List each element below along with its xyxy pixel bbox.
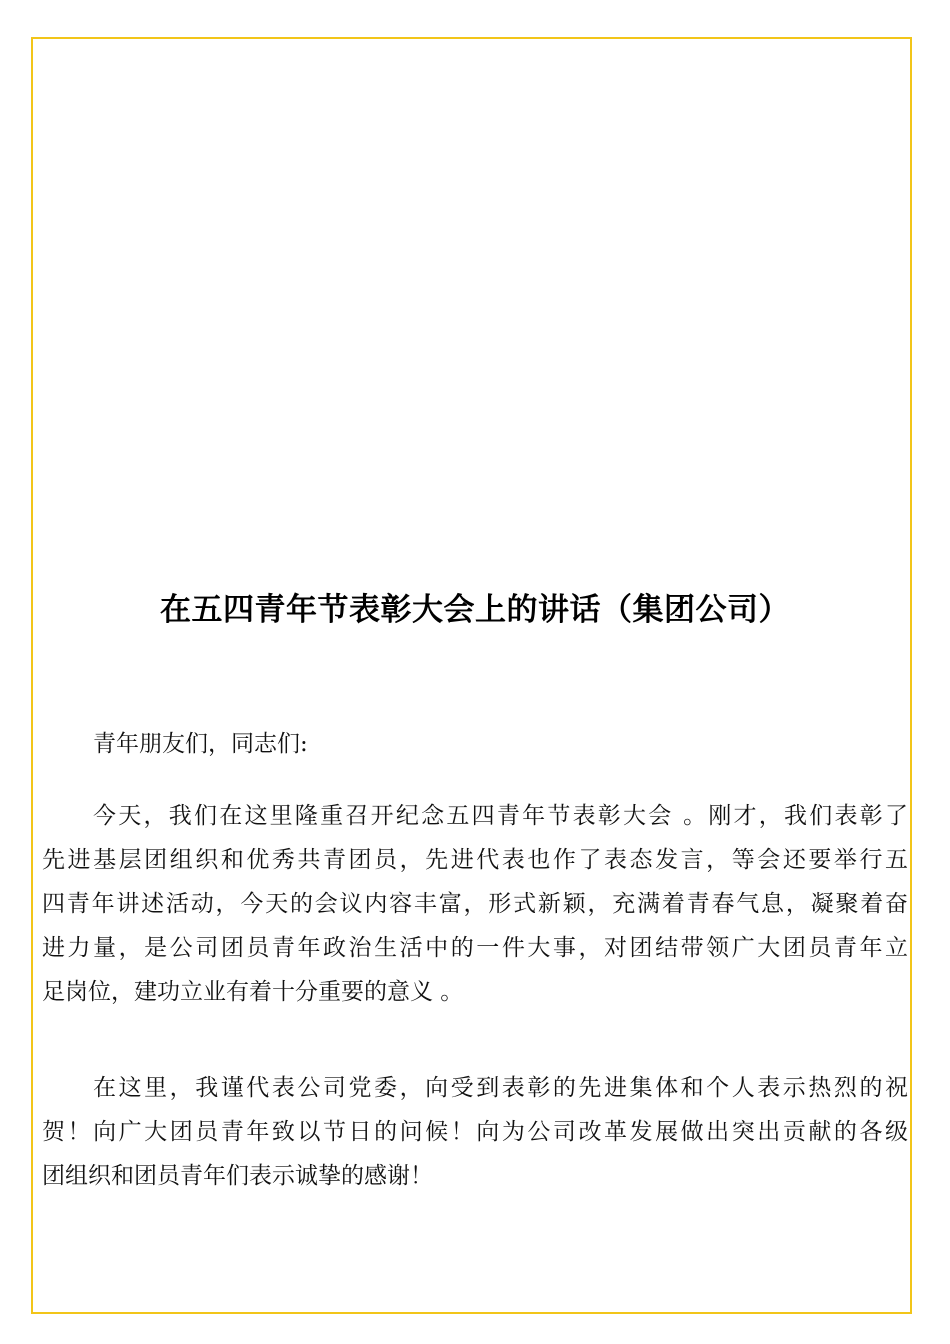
paragraph-line: 四青年讲述活动，今天的会议内容丰富，形式新颖，充满着青春气息，凝聚着奋 [42, 891, 908, 917]
paragraph-2 [42, 1066, 908, 1198]
paragraph-line: 贺！向广大团员青年致以节日的问候！向为公司改革发展做出突出贡献的各级 [42, 1119, 908, 1145]
paragraph-line: 先进基层团组织和优秀共青团员，先进代表也作了表态发言，等会还要举行五 [42, 847, 908, 873]
paragraph-line: 团组织和团员青年们表示诚挚的感谢！ [42, 1163, 433, 1189]
paragraph-line: 进力量，是公司团员青年政治生活中的一件大事，对团结带领广大团员青年立 [42, 935, 908, 961]
paragraph-line: 今天，我们在这里隆重召开纪念五四青年节表彰大会 。刚才，我们表彰了 [93, 803, 908, 829]
document-title: 在五四青年节表彰大会上的讲话（集团公司） [160, 592, 790, 628]
paragraph-line: 足岗位，建功立业有着十分重要的意义 。 [42, 979, 464, 1005]
paragraph-line: 在这里，我谨代表公司党委，向受到表彰的先进集体和个人表示热烈的祝 [93, 1075, 908, 1101]
paragraph-1 [42, 794, 908, 1014]
greeting-line: 青年朋友们，同志们: [93, 731, 308, 757]
